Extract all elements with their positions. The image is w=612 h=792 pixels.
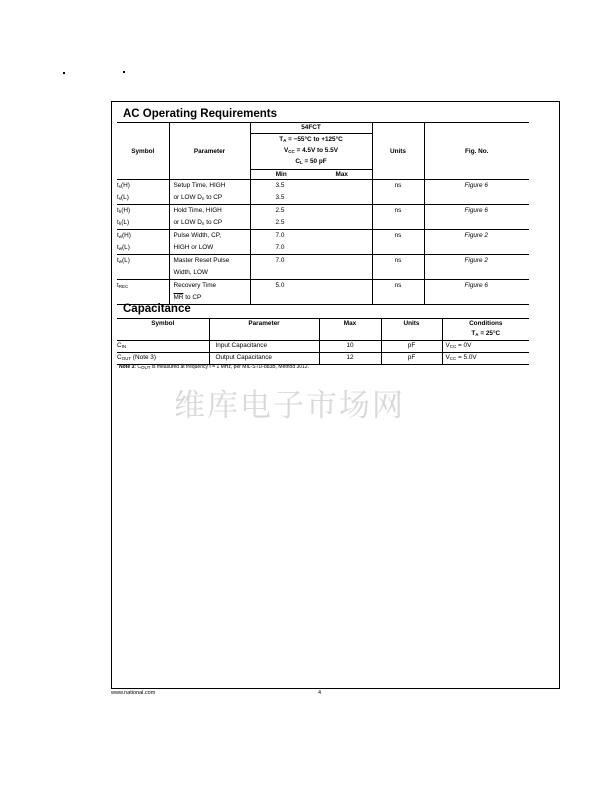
fig-cell: Figure 6 (424, 205, 529, 218)
table-row (117, 180, 529, 193)
max-cell (312, 193, 372, 205)
max-cell (312, 180, 372, 193)
units-cell (372, 243, 424, 255)
col-symbol: Symbol (117, 123, 169, 180)
fig-cell (424, 243, 529, 255)
table-row (117, 218, 529, 230)
max-cell (312, 293, 372, 305)
symbol-cell: $t_{REC}$ (117, 282, 129, 289)
cap-units-cell: pF (381, 341, 442, 353)
max-cell (312, 255, 372, 268)
table-row (117, 193, 529, 205)
footer-url[interactable]: www.national.com (111, 690, 156, 696)
parameter-cell: HIGH or LOW (169, 243, 250, 255)
units-cell: ns (372, 230, 424, 243)
table-row (117, 243, 529, 255)
col-family: 54FCT (250, 123, 372, 134)
min-cell: 3.5 (250, 180, 312, 193)
cap-col-symbol: Symbol (117, 319, 209, 341)
parameter-cell: Setup Time, HIGH (169, 180, 250, 193)
min-cell: 7.0 (250, 255, 312, 268)
fig-cell (424, 218, 529, 230)
units-cell (372, 218, 424, 230)
table-row (117, 268, 529, 280)
parameter-cell: Hold Time, HIGH (169, 205, 250, 218)
fig-cell (424, 293, 529, 305)
parameter-cell: Pulse Width, CP, (169, 230, 250, 243)
table-row (117, 255, 529, 268)
cap-col-conditions: Conditions $T_A = 25^\circ C$ (442, 319, 529, 341)
parameter-cell: Recovery Time (169, 280, 250, 293)
max-cell (312, 218, 372, 230)
table-row (117, 341, 529, 353)
min-cell: 5.0 (250, 280, 312, 293)
units-cell (372, 293, 424, 305)
cap-units-cell: pF (381, 353, 442, 365)
cap-symbol-cell: $C_{IN}$ (117, 341, 209, 353)
parameter-cell: Width, LOW (169, 268, 250, 280)
cap-col-max: Max (319, 319, 381, 341)
cap-max-cell: 10 (319, 341, 381, 353)
units-cell: ns (372, 180, 424, 193)
units-cell: ns (372, 205, 424, 218)
parameter-cell: $\overline{MR}$ to CP (169, 293, 250, 305)
fig-cell (424, 268, 529, 280)
col-max: Max (312, 170, 372, 180)
table-row (117, 205, 529, 218)
fig-cell: Figure 6 (424, 180, 529, 193)
symbol-cell (117, 268, 169, 280)
page-number: 4 (318, 690, 322, 696)
max-cell (312, 243, 372, 255)
fig-cell: Figure 2 (424, 230, 529, 243)
cap-title: Capacitance (123, 303, 191, 315)
capacitance-table (117, 318, 529, 365)
symbol-cell: $t_h(L)$ (117, 218, 169, 230)
min-cell (250, 268, 312, 280)
max-cell (312, 280, 372, 293)
note-3: Note 3: COUT is measured at frequency f = 1 MHz, per MIL-STD-883B, Method 3012. (119, 364, 309, 370)
cap-max-cell: 12 (319, 353, 381, 365)
symbol-cell: $t_h(H)$ (117, 207, 131, 214)
cap-parameter-cell: Input Capacitance (209, 341, 319, 353)
min-cell: 3.5 (250, 193, 312, 205)
cap-col-parameter: Parameter (209, 319, 319, 341)
col-fig: Fig. No. (424, 123, 529, 180)
units-cell (372, 268, 424, 280)
parameter-cell: Master Reset Pulse (169, 255, 250, 268)
symbol-cell: $t_s(H)$ (117, 182, 130, 189)
units-cell (372, 193, 424, 205)
col-parameter: Parameter (169, 123, 250, 180)
min-cell: 7.0 (250, 243, 312, 255)
col-min: Min (250, 170, 312, 180)
fig-cell: Figure 6 (424, 280, 529, 293)
units-cell: ns (372, 255, 424, 268)
max-cell (312, 205, 372, 218)
max-cell (312, 230, 372, 243)
cap-symbol-cell: $C_{OUT}$ (Note 3) (117, 353, 209, 365)
table-row (117, 230, 529, 243)
ac-title: AC Operating Requirements (123, 108, 277, 120)
symbol-cell: $t_w(H)$ (117, 232, 131, 239)
min-cell: 7.0 (250, 230, 312, 243)
stray-dot (123, 71, 125, 73)
col-conditions: $T_A = -55^\circ C$ to +125°C $V_{CC} = 4.5V$ to 5.5V $C_L = 50$ pF (250, 134, 372, 170)
symbol-cell: $t_w(L)$ (117, 257, 130, 264)
stray-dot (63, 72, 65, 74)
ac-requirements-table (117, 122, 529, 305)
table-row (117, 280, 529, 293)
units-cell: ns (372, 280, 424, 293)
min-cell (250, 293, 312, 305)
symbol-cell: $t_w(L)$ (117, 243, 169, 255)
cap-conditions-cell: $V_{CC} = 0V$ (442, 341, 529, 353)
cap-conditions-cell: $V_{CC} = 5.0V$ (442, 353, 529, 365)
parameter-cell: or LOW $D_n$ to CP (169, 193, 250, 205)
min-cell: 2.5 (250, 218, 312, 230)
fig-cell: Figure 2 (424, 255, 529, 268)
table-row (117, 353, 529, 365)
cap-parameter-cell: Output Capacitance (209, 353, 319, 365)
fig-cell (424, 193, 529, 205)
col-units: Units (372, 123, 424, 180)
max-cell (312, 268, 372, 280)
cap-col-units: Units (381, 319, 442, 341)
content-frame (111, 101, 560, 689)
symbol-cell: $t_s(L)$ (117, 193, 169, 205)
parameter-cell: or LOW $D_n$ to CP (169, 218, 250, 230)
min-cell: 2.5 (250, 205, 312, 218)
watermark: 维库电子市场网 (174, 388, 405, 424)
